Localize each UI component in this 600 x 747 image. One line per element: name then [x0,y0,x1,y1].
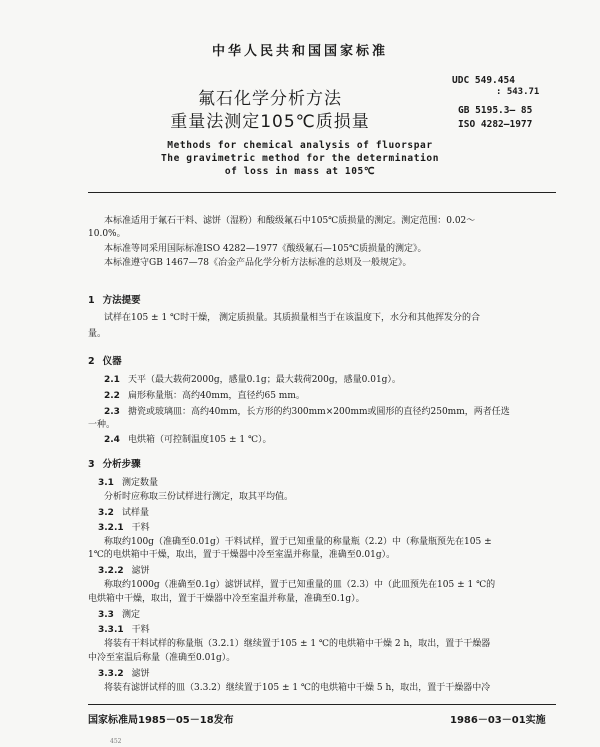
sub-3-3-2-heading: 3.3.2 滤饼 [98,669,150,679]
item-2-4: 2.4 电烘箱（可控制温度105 ± 1 ℃）。 [104,435,272,445]
sub-3-2-2-text: 称取约1000g（准确至0.1g）滤饼试样，置于已知重量的皿（2.3）中（此皿预先在105 ± 1 ℃的 [104,580,496,590]
udc-number-cont: : 543.71 [496,87,540,97]
sub-3-3-2-text: 将装有滤饼试样的皿（3.3.2）继续置于105 ± 1 ℃的电烘箱中干燥 5 h，取出，置于干燥器中冷 [104,683,491,693]
item-2-2: 2.2 扁形称量瓶：高约40mm，直径约65 mm。 [104,391,305,401]
sub-3-2-1-text: 称取约100g（准确至0.01g）干料试样，置于已知重量的称量瓶（2.2）中（称量瓶预先在105 ± [104,537,492,547]
sub-3-1-heading: 3.1 测定数量 [98,478,158,488]
sub-3-2-1-heading: 3.2.1 干料 [98,523,150,533]
top-rule [88,192,556,193]
item-2-3: 2.3 搪瓷或玻璃皿：高约40mm，长方形的约300mm×200mm或圆形的直径约250mm，两者任选 [104,407,510,417]
footer-rule [88,704,556,705]
sub-3-3-1-text: 将装有干料试样的称量瓶（3.2.1）继续置于105 ± 1 ℃的电烘箱中干燥 2 h，取出，置于干燥器 [104,639,491,649]
english-title-line-1: Methods for chemical analysis of fluorspar [167,140,433,151]
english-title-line-2: The gravimetric method for the determination [160,153,440,164]
gb-number: GB 5195.3— 85 [458,105,533,116]
issuing-header: 中华人民共和国国家标准 [211,44,388,59]
sub-3-2-heading: 3.2 试样量 [98,508,149,518]
intro-gb-reference: 本标准遵守GB 1467—78《冶金产品化学分析方法标准的总则及一般规定》。 [104,258,412,268]
title-line-2: 重量法测定105℃质损量 [170,112,370,132]
sub-3-2-2-text-cont: 电烘箱中干燥，取出，置于干燥器中冷至室温并称量，准确至0.1g）。 [88,594,365,604]
sub-3-2-2-heading: 3.2.2 滤饼 [98,566,150,576]
effective-date: 1986－03－01实施 [450,715,546,726]
item-2-3-cont: 一种。 [88,420,116,430]
udc-number: UDC 549.454 [452,75,515,86]
page-number: 452 [110,738,122,745]
section-1-heading: 1 方法提要 [88,295,141,306]
english-title-line-3: of loss in mass at 105℃ [224,166,376,177]
section-3-heading: 3 分析步骤 [88,459,141,470]
intro-scope-cont: 10.0%。 [88,229,126,239]
item-2-1: 2.1 天平（最大载荷2000g，感量0.1g；最大载荷200g，感量0.01g）。 [104,375,401,385]
section-1-text: 试样在105 ± 1 ℃时干燥， 测定质损量。其质损量相当于在该温度下，水分和其他挥发分的合 [104,313,480,323]
iso-number: ISO 4282—1977 [458,119,533,130]
intro-iso-reference: 本标准等同采用国际标准ISO 4282—1977《酸级氟石—105℃质损量的测定》。 [104,244,427,254]
sub-3-1-text: 分析时应称取三份试样进行测定，取其平均值。 [104,492,294,502]
sub-3-3-1-heading: 3.3.1 干料 [98,625,150,635]
intro-scope: 本标准适用于氟石干料、滤饼（湿粉）和酸级氟石中105℃质损量的测定。测定范围：0.02～ [104,216,476,226]
section-2-heading: 2 仪器 [88,356,122,367]
section-1-text-cont: 量。 [88,329,107,339]
sub-3-3-1-text-cont: 中冷至室温后称量（准确至0.01g）。 [88,653,236,663]
sub-3-3-heading: 3.3 测定 [98,610,140,620]
title-line-1: 氟石化学分析方法 [198,89,342,109]
issue-date: 国家标准局1985－05－18发布 [88,715,234,726]
sub-3-2-1-text-cont: 1℃的电烘箱中干燥，取出，置于干燥器中冷至室温并称量，准确至0.01g）。 [88,550,396,560]
